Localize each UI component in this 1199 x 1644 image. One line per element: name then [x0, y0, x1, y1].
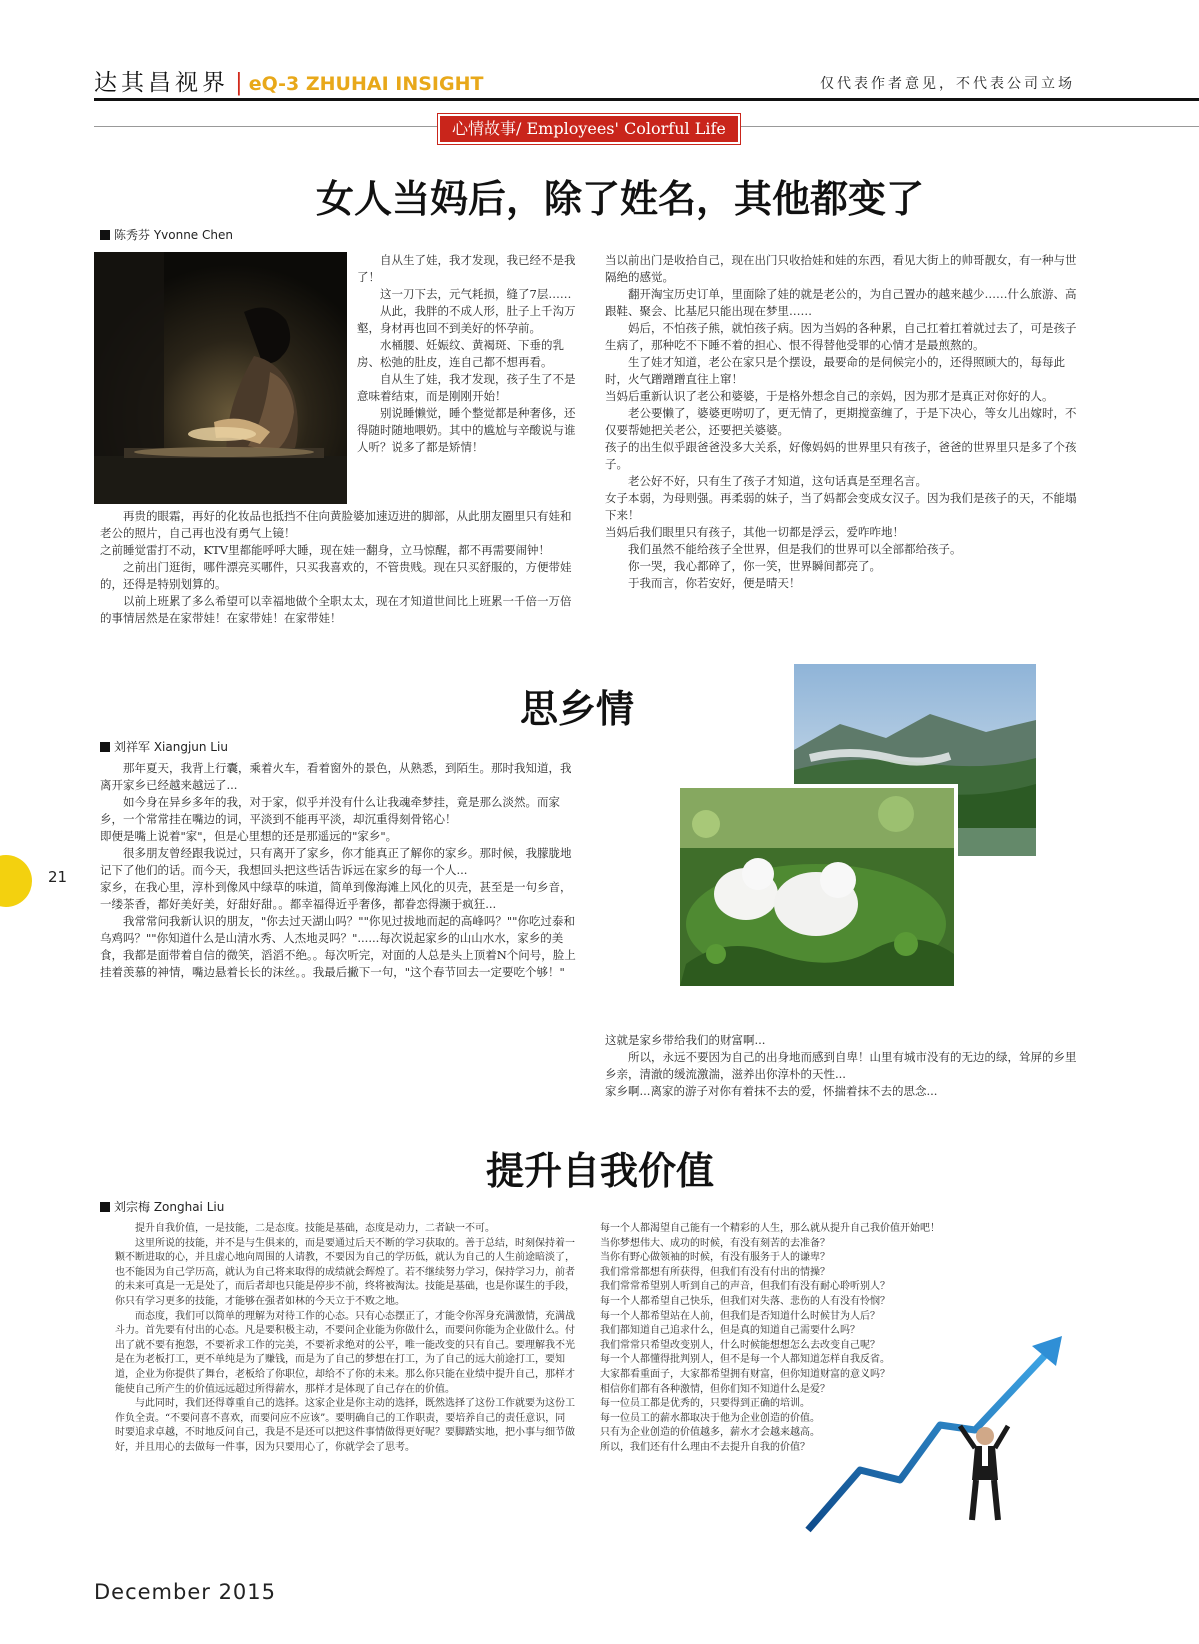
article3-author: 刘宗梅 Zonghai Liu — [114, 1200, 225, 1214]
article1-title: 女人当妈后，除了姓名，其他都变了 — [315, 176, 924, 221]
list-item: 每一位员工都是优秀的，只要得到正确的培训。 — [600, 1398, 810, 1410]
chicken-in-tea-field-photo — [676, 784, 958, 990]
article3-byline — [100, 1198, 224, 1215]
article1-author: 陈秀芬 Yvonne Chen — [114, 228, 233, 242]
paragraph: 再贵的眼霜，再好的化妆品也抵挡不住向黄脸婆加速迈进的脚部，从此朋友圈里只有娃和老公的照片，自己再也没有勇气上镜！ — [100, 509, 572, 540]
paragraph: 之前睡觉雷打不动，KTV里都能呼呼大睡，现在娃一翻身，立马惊醒，都不再需要闹钟！ — [100, 543, 551, 557]
article3-left-column — [115, 1222, 575, 1456]
header-rule — [94, 98, 1199, 101]
mother-working-photo — [94, 252, 347, 504]
paragraph: 当妈后我们眼里只有孩子，其他一切都是浮云，爱咋咋地！ — [605, 525, 904, 539]
list-item: 我们都知道自己追求什么，但是真的知道自己需要什么吗？ — [600, 1325, 860, 1337]
paragraph: 我们虽然不能给孩子全世界，但是我们的世界可以全部都给孩子。 — [628, 542, 962, 556]
article1-byline — [100, 226, 233, 243]
paragraph: 即便是嘴上说着"家"，但是心里想的还是那遥远的"家乡"。 — [100, 829, 398, 843]
header-title-en: eQ-3 ZHUHAI INSIGHT — [248, 73, 484, 95]
paragraph: 水桶腰、妊娠纹、黄褐斑、下垂的乳房、松弛的肚皮，连自己都不想再看。 — [357, 338, 564, 369]
article2-author: 刘祥军 Xiangjun Liu — [114, 740, 228, 754]
list-item: 我们常常希望别人听到自己的声音，但我们有没有耐心聆听别人？ — [600, 1281, 890, 1293]
header-title — [94, 64, 483, 97]
paragraph: 之前出门逛街，哪件漂亮买哪件，只买我喜欢的，不管贵贱。现在只买舒服的，方便带娃的，还得是特别划算的。 — [100, 560, 572, 591]
list-item: 每一个人都希望自己快乐，但我们对失落、悲伤的人有没有怜悯？ — [600, 1295, 890, 1307]
paragraph: 很多朋友曾经跟我说过，只有离开了家乡，你才能真正了解你的家乡。那时候，我朦胧地记下了他们的话。而今天，我想回头把这些话告诉远在家乡的每一个人... — [100, 846, 572, 877]
paragraph: 妈后，不怕孩子熊，就怕孩子病。因为当妈的各种累，自己扛着扛着就过去了，可是孩子生病了，那种吃不下睡不着的担心、恨不得替他受罪的心情才是最煎熬的。 — [605, 321, 1077, 352]
list-item: 每一位员工的薪水都取决于他为企业创造的价值。 — [600, 1412, 820, 1424]
list-item: 每一个人都懂得批判别人，但不是每一个人都知道怎样自我反省。 — [600, 1354, 890, 1366]
section-banner: 心情故事/ Employees' Colorful Life — [440, 116, 738, 142]
paragraph: 翻开淘宝历史订单，里面除了娃的就是老公的，为自己置办的越来越少……什么旅游、高跟鞋、聚会、比基尼只能出现在梦里…… — [605, 287, 1077, 318]
paragraph: 生了娃才知道，老公在家只是个摆设，最要命的是伺候完小的，还得照顾大的，每每此时，火气蹭蹭蹭直往上窜！ — [605, 355, 1065, 386]
paragraph: 自从生了娃，我才发现，我已经不是我了！ — [357, 253, 576, 284]
paragraph: 如今身在异乡多年的我，对于家，似乎并没有什么让我魂牵梦挂，竟是那么淡然。而家乡，一个常常挂在嘴边的词，平淡到不能再平淡，却沉重得刻骨铭心！ — [100, 795, 560, 826]
paragraph: 家乡啊...离家的游子对你有着抹不去的爱，怀揣着抹不去的思念... — [605, 1084, 938, 1098]
paragraph: 那年夏天，我背上行囊，乘着火车，看着窗外的景色，从熟悉，到陌生。那时我知道，我离开家乡已经越来越远了... — [100, 761, 572, 792]
paragraph: 提升自我价值，一是技能，二是态度。技能是基础，态度是动力，二者缺一不可。 — [135, 1223, 495, 1234]
paragraph: 我常常问我新认识的朋友，"你去过天湖山吗？""你见过拔地而起的高峰吗？""你吃过泰和乌鸡吗？""你知道什么是山清水秀、人杰地灵吗？"......每次说起家乡的山山水水，家乡的美食，我都是面带着自信的微笑，滔滔不绝。。每次听完，对面的人总是头上顶着N个问号，脸上挂着羡慕的神情，嘴边悬着长长的沫丝。。我最后撇下一句，"这个春节回去一定要吃个够！" — [100, 914, 576, 979]
page-number-badge — [0, 855, 32, 907]
paragraph: 孩子的出生似乎跟爸爸没多大关系，好像妈妈的世界里只有孩子，爸爸的世界里只是多了个孩子。 — [605, 440, 1077, 471]
article2-right-column — [605, 1032, 1085, 1100]
article1-left-bottom — [100, 508, 579, 627]
article1-right-column — [605, 252, 1085, 592]
paragraph: 老公好不好，只有生了孩子才知道，这句话真是至理名言。 — [628, 474, 927, 488]
paragraph: 家乡，在我心里，淳朴到像风中绿草的味道，简单到像海滩上风化的贝壳，甚至是一句乡音，一缕茶香，都好美好美，好甜好甜。。都幸福得近乎奢侈，都眷恋得濒于疯狂... — [100, 880, 572, 911]
paragraph: 别说睡懒觉，睡个整觉都是种奢侈，还得随时随地喂奶。其中的尴尬与辛酸说与谁人听？说多了都是矫情！ — [357, 406, 576, 454]
paragraph: 这一刀下去，元气耗损，缝了7层…… — [380, 287, 572, 301]
list-item: 所以，我们还有什么理由不去提升自我的价值？ — [600, 1441, 810, 1453]
byline-square-icon — [100, 742, 110, 752]
article2-byline — [100, 738, 228, 755]
paragraph: 与此同时，我们还得尊重自己的选择。这家企业是你主动的选择，既然选择了这份工作就要为这份工作负全责。“不要问喜不喜欢，而要问应不应该”。要明确自己的工作职责，要培养自己的责任意识，同时要追求卓越，不时地反问自己，我是不是还可以把这件事情做得更好呢？要脚踏实地，把小事与细节做好，并且用心的去做每一件事，因为只要用心了，你就学会了思考。 — [115, 1398, 575, 1453]
list-item: 我们常常都想有所获得，但我们有没有付出的情操？ — [600, 1266, 830, 1278]
list-item: 当你梦想伟大、成功的时候，有没有刻苦的去准备？ — [600, 1237, 830, 1249]
list-item: 每一个人都渴望自己能有一个精彩的人生，那么就从提升自己我价值开始吧！ — [600, 1223, 940, 1234]
article1-left-column — [357, 252, 579, 456]
list-item: 每一个人都希望站在人前，但我们是否知道什么时候甘为人后？ — [600, 1310, 880, 1322]
paragraph: 女子本弱，为母则强。再柔弱的妹子，当了妈都会变成女汉子。因为我们是孩子的天，不能塌下来！ — [605, 491, 1077, 522]
paragraph: 你一哭，我心都碎了，你一笑，世界瞬间都亮了。 — [628, 559, 881, 573]
paragraph: 当妈后重新认识了老公和婆婆，于是格外想念自己的亲妈，因为那才是真正对你好的人。 — [605, 389, 1054, 403]
paragraph: 所以，永远不要因为自己的出身地而感到自卑！山里有城市没有的无边的绿，耸屏的乡里乡亲，清澈的缓流激湍，滋养出你淳朴的天性... — [605, 1050, 1077, 1081]
list-item: 大家都看重面子，大家都希望拥有财富，但你知道财富的意义吗？ — [600, 1368, 890, 1380]
paragraph: 这里所说的技能，并不是与生俱来的，而是要通过后天不断的学习获取的。善于总结，时刻保持着一颗不断进取的心，并且虚心地向周围的人请教，不要因为自己的学历低，就认为自己的人生前途暗淡了，也不能因为自己学历高，就认为自己将来取得的成绩就会辉煌了。若不继续努力学习，保持学习力，前者的未来可真是一无是处了，而后者却也只能是停步不前，终将被淘汰。技能是基础，也是你谋生的手段，你只有学习更多的技能，才能够在强者如林的今天立于不败之地。 — [115, 1237, 575, 1307]
byline-square-icon — [100, 230, 110, 240]
paragraph: 从此，我胖的不成人形，肚子上千沟万壑，身材再也回不到美好的怀孕前。 — [357, 304, 576, 335]
paragraph: 于我而言，你若安好，便是晴天！ — [628, 576, 801, 590]
paragraph: 自从生了娃，我才发现，孩子生了不是意味着结束，而是刚刚开始！ — [357, 372, 576, 403]
paragraph: 而态度，我们可以简单的理解为对待工作的心态。只有心态摆正了，才能令你浑身充满激情，充满战斗力。首先要有付出的心态。凡是要积极主动，不要问企业能为你做什么，而要问你能为企业做什么。付出了就不要有抱怨，不要祈求工作的完美，不要祈求绝对的公平，唯一能改变的只有自己。要理解我不光是在为老板打工，更不单纯是为了赚钱，而是为了自己的梦想在打工，为了自己的远大前途打工，要知道，企业为你提供了舞台，老板给了你职位，却给不了你的未来。那么你只能在业绩中提升自己，那样才能使自己所产生的价值远远超过所得薪水，那样才是体现了自己存在的价值。 — [115, 1310, 575, 1395]
list-item: 我们常常只希望改变别人，什么时候能想想怎么去改变自己呢？ — [600, 1339, 880, 1351]
list-item: 相信你们都有各种激情，但你们知不知道什么是爱？ — [600, 1383, 830, 1395]
article2-title: 思乡情 — [520, 686, 635, 731]
paragraph: 以前上班累了多么希望可以幸福地做个全职太太，现在才知道世间比上班累一千倍一万倍的事情居然是在家带娃！在家带娃！在家带娃！ — [100, 594, 572, 625]
page-number: 21 — [48, 868, 68, 886]
footer-date: December 2015 — [94, 1580, 277, 1604]
header-disclaimer: 仅代表作者意见，不代表公司立场 — [820, 76, 1075, 92]
paragraph: 当以前出门是收拾自己，现在出门只收拾娃和娃的东西，看见大街上的帅哥靓女，有一种与世隔绝的感觉。 — [605, 253, 1077, 284]
header-title-cn: 达其昌视界 — [94, 70, 229, 96]
article2-left-column — [100, 760, 580, 981]
paragraph: 这就是家乡带给我们的财富啊... — [605, 1033, 766, 1047]
growth-arrow-businessman-illustration — [800, 1330, 1100, 1540]
article3-title: 提升自我价值 — [485, 1148, 714, 1193]
header-separator: | — [235, 70, 243, 96]
paragraph: 老公要懒了，婆婆更唠叨了，更无情了，更期搅蛮缠了，于是下决心，等女儿出嫁时，不仅要帮她把关老公，还要把关婆婆。 — [605, 406, 1077, 437]
list-item: 当你有野心做领袖的时候，有没有服务于人的谦卑？ — [600, 1252, 830, 1264]
list-item: 只有为企业创造的价值越多，薪水才会越来越高。 — [600, 1427, 820, 1439]
byline-square-icon — [100, 1202, 110, 1212]
